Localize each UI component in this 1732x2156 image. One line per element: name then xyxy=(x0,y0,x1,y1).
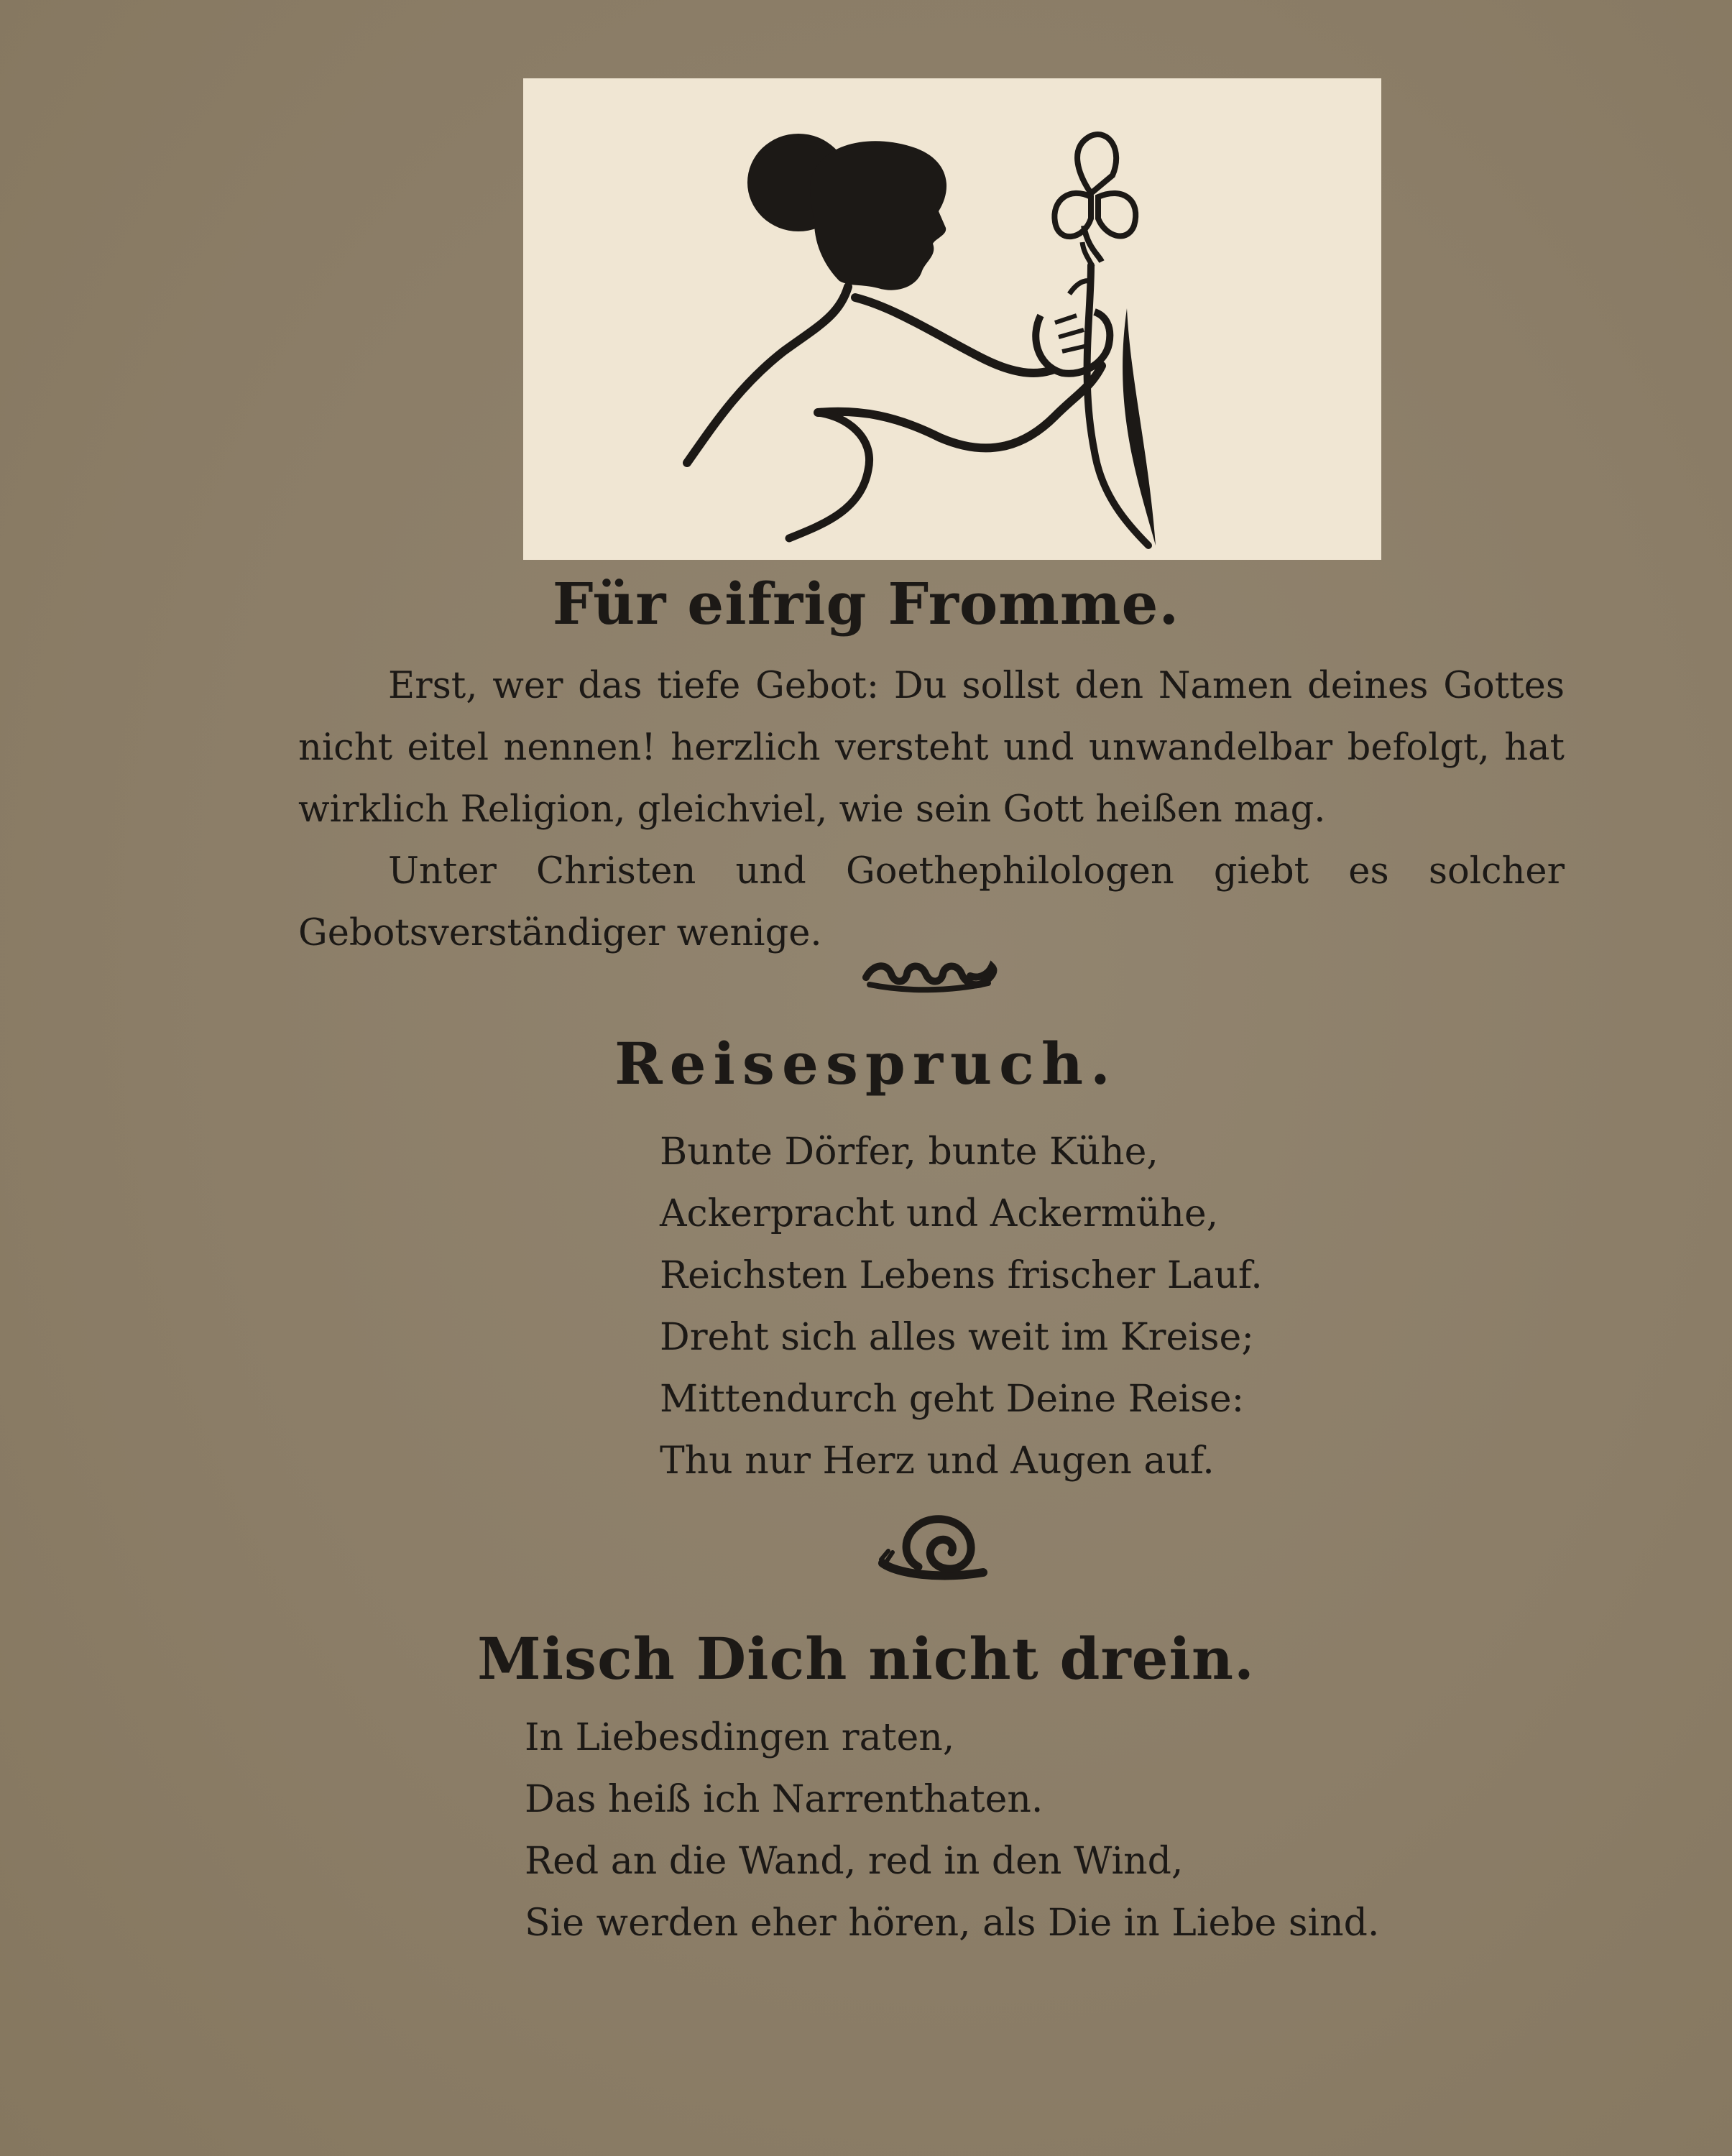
verse-line: Sie werden eher hören, als Die in Liebe sind. xyxy=(525,1902,1380,1945)
verse-line: Bunte Dörfer, bunte Kühe, xyxy=(660,1130,1158,1174)
paragraph: Unter Christen und Goethephilologen giebt es solcher Gebotsverständiger wenige. xyxy=(298,850,1565,954)
verse-line: Das heiß ich Narrenthaten. xyxy=(525,1778,1044,1821)
poem-stanza xyxy=(525,1707,1379,1954)
verse-line: Ackerpracht und Ackermühe, xyxy=(660,1192,1219,1235)
verse-line: Reichsten Lebens frischer Lauf. xyxy=(660,1254,1263,1297)
verse-line: Thu nur Herz und Augen auf. xyxy=(660,1439,1215,1483)
verse-line: Dreht sich alles weit im Kreise; xyxy=(660,1316,1254,1359)
wave-ornament-icon xyxy=(862,956,999,999)
poem-title: Reisespruch. xyxy=(614,1030,1118,1097)
woman-with-flower-illustration xyxy=(523,78,1381,560)
verse-line: Mittendurch geht Deine Reise: xyxy=(660,1378,1245,1421)
verse-line: In Liebesdingen raten, xyxy=(525,1716,955,1759)
poem-title: Misch Dich nicht drein. xyxy=(477,1625,1255,1692)
poem-body xyxy=(298,655,1565,964)
paragraph: Erst, wer das tiefe Gebot: Du sollst den Namen deines Gottes nicht eitel nennen! herzlich versteht und unwandelbar befolgt, hat wirklich Religion, gleichviel, wie sein Gott heißen mag. xyxy=(298,665,1565,831)
verse-line: Red an die Wand, red in den Wind, xyxy=(525,1840,1184,1883)
poem-title: Für eifrig Fromme. xyxy=(552,570,1180,637)
snail-ornament-icon xyxy=(875,1509,990,1588)
poem-stanza xyxy=(660,1121,1263,1492)
